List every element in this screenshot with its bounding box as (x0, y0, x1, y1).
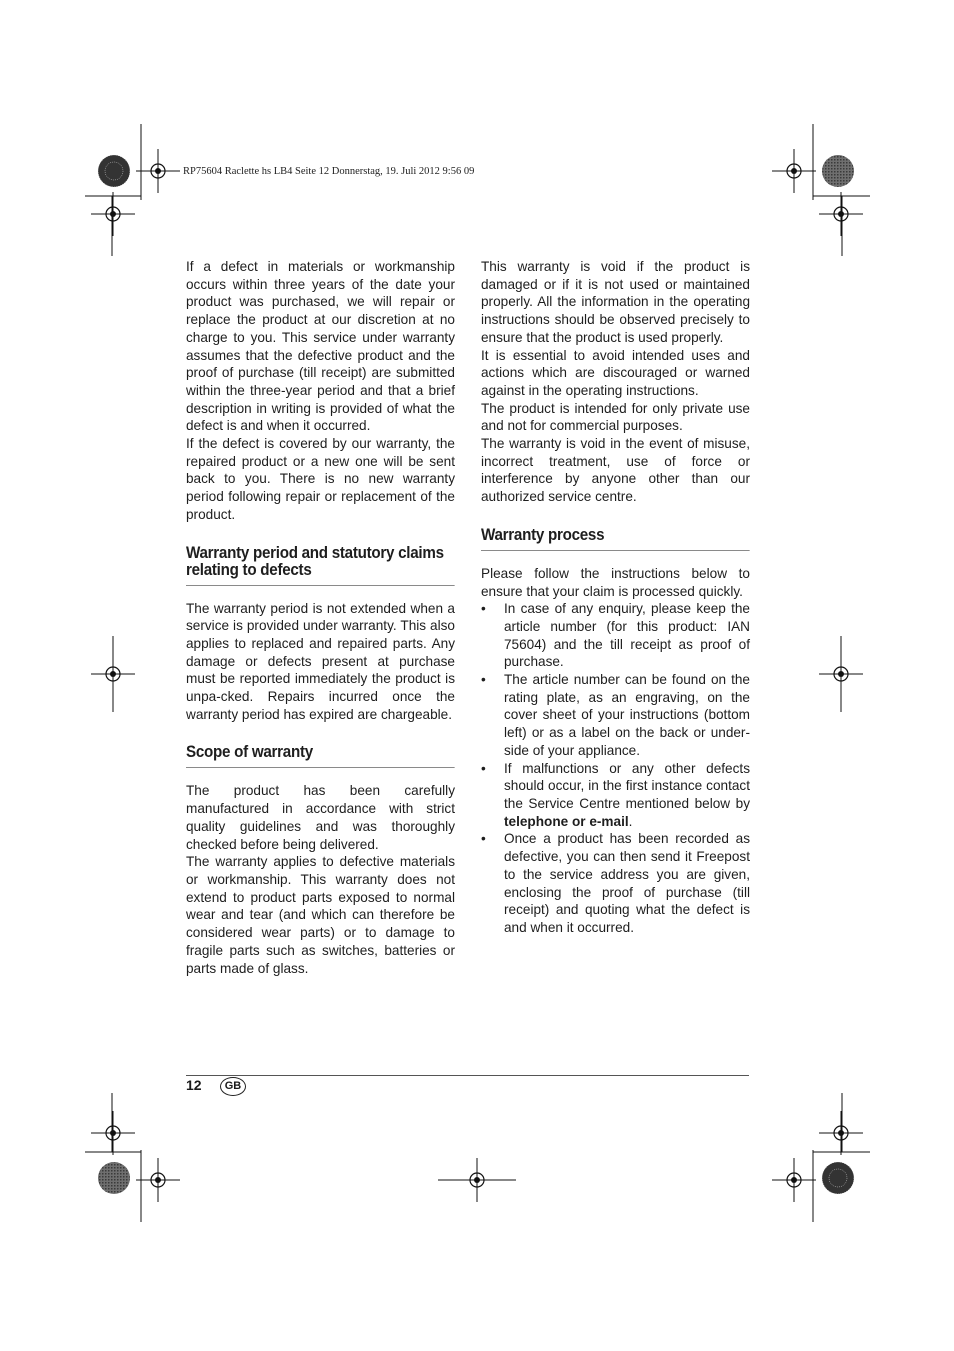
section-scope-of-warranty (186, 744, 455, 977)
bullet-icon: • (481, 601, 486, 617)
footer-divider (186, 1075, 749, 1076)
scope-paragraph-2: The warranty applies to defective materials or workmanship. This warranty does not extend to product parts exposed to normal wear and tear (and which can therefore be considered wear parts) or to damage to fragile parts such as switches, batteries or parts made of glass. (186, 854, 455, 976)
right-column (481, 258, 750, 937)
bullet-icon: • (481, 672, 486, 688)
list-item-text: Once a product has been recorded as defective, you can then send it Freepost to the service address you are given, enclosing the proof of purchase (till receipt) and quoting what the defect is and when it occurred. (504, 831, 750, 935)
void-paragraph-2: It is essential to avoid intended uses and actions which are discouraged or warned against in the operating instructions. (481, 347, 750, 398)
heading-scope-of-warranty: Scope of warranty (186, 744, 455, 768)
section-warranty-period (186, 545, 455, 724)
warranty-period-paragraph: The warranty period is not extended when a service is provided under warranty. This also applies to replaced and repaired parts. Any damage or defects present at purchase must be reported immediately the product is unpa-cked. Repairs incurred once the warranty period has expired are chargeable. (186, 600, 455, 722)
bullet-icon: • (481, 760, 486, 776)
list-item-text: The article number can be found on the rating plate, as an engraving, on the cover sheet of your instructions (bottom left) or as a label on the back or under-side of your appliance. (504, 672, 750, 758)
intro-paragraph-1: If a defect in materials or workmanship occurs within three years of the date your product was purchased, we will repair or replace the product at our discretion at no charge to you. This service under warranty assumes that the defective product and the proof of purchase (till receipt) are submitted within the three-year period and that a brief description in writing is provided of what the defect is and when it occurred. (186, 259, 455, 434)
list-item (481, 600, 750, 671)
heading-warranty-process: Warranty process (481, 527, 750, 551)
scope-paragraph-1: The product has been carefully manufactured in accordance with strict quality guidelines and was thoroughly checked before being delivered. (186, 783, 455, 852)
process-intro: Please follow the instructions below to ensure that your claim is processed quickly. (481, 565, 750, 599)
list-item-text: If malfunctions or any other defects should occur, in the first instance contact the Service Centre mentioned below by (504, 760, 750, 811)
print-slug: RP75604 Raclette hs LB4 Seite 12 Donnerstag, 19. Juli 2012 9:56 09 (183, 166, 475, 177)
left-column (186, 258, 455, 977)
list-item-text: In case of any enquiry, please keep the article number (for this product: IAN 75604) and the till receipt as proof of purchase. (504, 601, 750, 670)
bullet-icon: • (481, 831, 486, 847)
void-paragraph-1: This warranty is void if the product is damaged or if it is not used or maintained properly. All the information in the operating instructions should be observed precisely to ensure that the product is used properly. (481, 259, 750, 345)
void-paragraph-3: The product is intended for only private use and not for commercial purposes. (481, 400, 750, 434)
section-warranty-process (481, 527, 750, 937)
void-paragraph-4: The warranty is void in the event of misuse, incorrect treatment, use of force or interference by anyone other than our authorized service centre. (481, 436, 750, 505)
process-list (481, 600, 750, 936)
contact-method: telephone or e-mail (504, 813, 629, 829)
list-item (481, 830, 750, 936)
intro-paragraph-2: If the defect is covered by our warranty, the repaired product or a new one will be sent back to you. There is no new warranty period following repair or replacement of the product. (186, 436, 455, 522)
list-item-end: . (628, 813, 633, 829)
list-item (481, 671, 750, 760)
heading-warranty-period: Warranty period and statutory claims relating to defects (186, 545, 455, 586)
starburst-top-left (98, 155, 130, 187)
page-number: 12 (186, 1077, 202, 1093)
list-item (481, 760, 750, 831)
language-badge: GB (220, 1077, 246, 1096)
